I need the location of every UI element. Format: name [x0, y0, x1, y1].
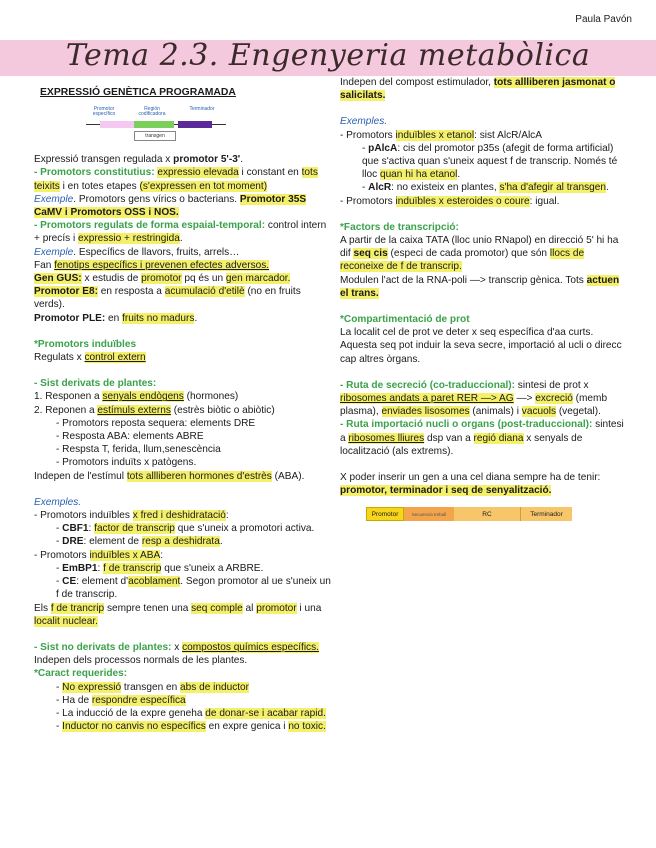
paragraph: Fan fenotips específics i prevenen efectes adversos. [34, 259, 270, 271]
list-item: - pAlcA: cis del promotor p35s (afegit de forma artificial) que s'activa quan s'uneix aquest f de transcrip. Només té lloc quan hi ha etanol. [362, 142, 618, 181]
paragraph: Els f de trancrip sempre tenen una seq comple al promotor i una localit nuclear. [34, 602, 322, 627]
list-item: - No expressió transgen en abs de inductor [56, 681, 250, 693]
list-item: - Promotors induïbles x ABA: [34, 549, 164, 561]
paragraph: - Sist no derivats de plantes: x compostos químics específics. Indepen dels processos normals de les plantes. [34, 641, 319, 667]
paragraph: A partir de la caixa TATA (lloc unio RNapol) en direcció 5' hi ha dif seq cis (especi de cada promotor) que són llocs de reconeixe de f de transcrip. [340, 235, 619, 273]
construct-terminator: Terminador [520, 507, 572, 521]
diagram-label-promoter: Promotor específico [92, 106, 116, 118]
list-item: - CBF1: factor de transcrip que s'uneix a promotori activa. [56, 523, 315, 535]
diagram-label-coding: Región codificadora [138, 106, 166, 118]
left-column [34, 86, 334, 733]
list-item: 1. Responen a senyals endògens (hormones) [34, 391, 239, 403]
list-item: - Promotors induïbles x esteroides o coure: igual. [340, 195, 560, 207]
right-column [340, 76, 626, 521]
diagram-box-promoter [100, 121, 134, 128]
diagram-label-terminator: Terminador [189, 106, 215, 113]
subheading: *Promotors induïbles [34, 338, 137, 350]
construct-work-sequence: Secuencia treball [404, 507, 454, 521]
subheading: *Caract requerides: [34, 668, 128, 680]
page-title: Tema 2.3. Engenyeria metabòlica [65, 38, 591, 73]
list-item: - La inducció de la expre geneha de donar-se i acabar rapid. [56, 707, 326, 719]
author-name: Paula Pavón [575, 14, 632, 25]
list-item: - DRE: element de resp a deshidrata. [56, 536, 223, 548]
list-item: - Inductor no canvis no específics en expre genica i no toxic. [56, 721, 326, 733]
paragraph: Indepen del compost estimulador, tots allliberen jasmonat o salicilats. [340, 77, 616, 102]
diagram-transgene-label: transgen [134, 131, 176, 141]
subheading: *Factors de transcripció: [340, 221, 459, 233]
paragraph: Modulen l'act de la RNA-poli —> transcrip gènica. Tots actuen el trans. [340, 274, 620, 299]
paragraph: - Ruta importació nucli o organs (post-traduccional): sintesi a ribosomes lliures dsp van a regió diana x senyals de localització (als extrems). [340, 419, 624, 457]
list-item: - Ha de respondre específica [56, 694, 186, 706]
paragraph: - Promotors constitutius: expressio elevada i constant en tots teixits i en totes etapes (s'expressen en tot moment) [34, 167, 318, 192]
paragraph: - Promotors regulats de forma espaial-temporal: control intern + precís i expressio + restringida. [34, 220, 327, 245]
examples-label: Exemples. [340, 116, 388, 128]
gene-construct-bar [366, 507, 572, 521]
paragraph: Promotor PLE: en fruits no madurs. [34, 312, 198, 324]
paragraph: Regulats x control extern [34, 352, 146, 364]
list-item: - Respsta T, ferida, llum,senescència [56, 444, 221, 456]
examples-label: Exemples. [34, 496, 82, 508]
paragraph: Expressió transgen regulada x promotor 5'-3'. [34, 154, 244, 166]
list-item: - Promotors induïbles x etanol: sist AlcR/AlcA [340, 129, 542, 141]
paragraph: X poder inserir un gen a una cel diana sempre ha de tenir: promotor, terminador i seq de senyalització. [340, 472, 601, 497]
list-item: - Promotors reposta sequera: elements DRE [56, 417, 256, 429]
paragraph: Exemple. Promotors gens vírics o bacterians. Promotor 35S CaMV i Promotors OSS i NOS. [34, 193, 307, 219]
list-item: - CE: element d'acoblament. Segon promotor al ue s'uneix un f de transcrip. [56, 576, 331, 601]
diagram-box-terminator [178, 121, 212, 128]
paragraph: Indepen de l'estímul tots allliberen hormones d'estrès (ABA). [34, 470, 305, 482]
list-item: 2. Reponen a estímuls externs (estrès biòtic o abiòtic) [34, 404, 275, 416]
paragraph: Exemple. Específics de llavors, fruits, arrels… [34, 246, 240, 258]
list-item: - AlcR: no existeix en plantes, s'ha d'afegir al transgen. [362, 182, 609, 194]
list-item: - Promotors induïbles x fred i deshidratació: [34, 510, 229, 522]
paragraph: Promotor E8: en resposta a acumulació d'etilè (no en fruits verds). [34, 286, 301, 311]
paragraph: - Ruta de secreció (co-traduccional): sintesi de prot x ribosomes andats a paret RER —> AG —> excreció (memb plasma), enviades lisosomes (animals) i vacuols (vegetal). [340, 379, 608, 418]
construct-promoter: Promotor [366, 507, 404, 521]
paragraph: Gen GUS: x estudis de promotor pq és un gen marcador. [34, 273, 291, 285]
paragraph: La localit cel de prot ve deter x seq específica d'aa curts. Aquesta seq pot induir la seva secre, importació al ucli o direcc cap altres òrgans. [340, 327, 622, 365]
construct-rc: RC [454, 507, 520, 521]
gene-construct-diagram [86, 107, 226, 147]
list-item: - Promotors induïts x patògens. [56, 457, 197, 469]
list-item: - EmBP1: f de transcrip que s'uneix a ARBRE. [56, 562, 264, 574]
section-heading: EXPRESSIÓ GENÈTICA PROGRAMADA [40, 87, 236, 98]
diagram-box-coding [134, 121, 174, 128]
subheading: - Sist derivats de plantes: [34, 378, 157, 390]
list-item: - Resposta ABA: elements ABRE [56, 431, 204, 443]
subheading: *Compartimentació de prot [340, 314, 470, 326]
